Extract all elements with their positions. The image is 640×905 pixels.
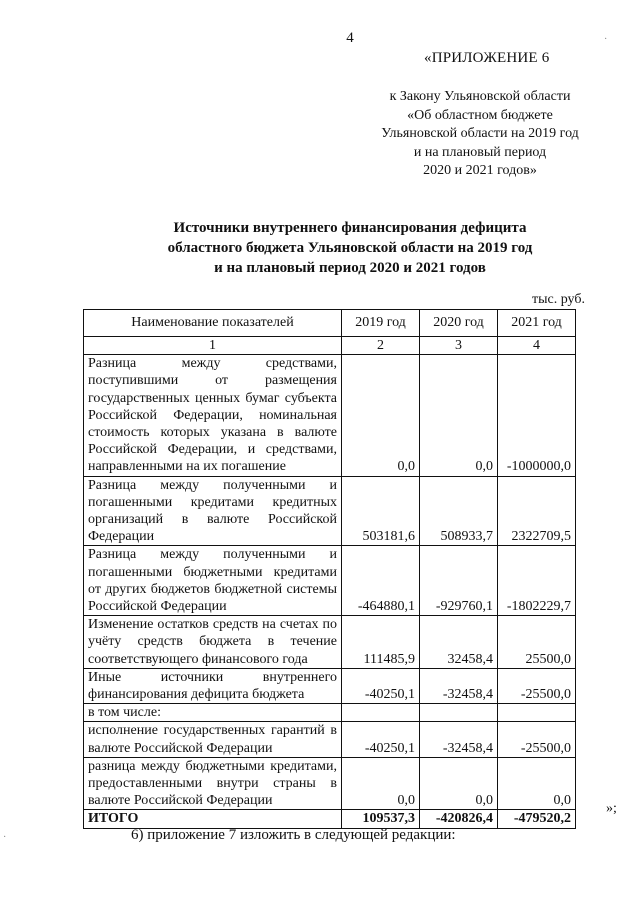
value-2021: 2322709,5 [498,476,576,546]
value-2020: 32458,4 [420,616,498,669]
appendix-ref-line: Ульяновской области на 2019 год [381,126,579,141]
header-indicator-name: Наименование показателей [84,310,342,337]
row-name: Разница между полученными и погашенными бюджетными кредитами от других бюджетов бюджетной системы Российской Федерации [84,546,342,616]
value-2020: -929760,1 [420,546,498,616]
scan-speck: · [3,832,7,843]
total-2020: -420826,4 [420,810,498,828]
column-number: 3 [420,337,498,355]
table-row [84,668,576,703]
value-2021: -25500,0 [498,722,576,757]
units-label: тыс. руб. [532,292,585,307]
value-2019: 111485,9 [342,616,420,669]
value-2020: 0,0 [420,757,498,810]
row-name: Разница между полученными и погашенными кредитами кредитных организаций в валюте Российской Федерации [84,476,342,546]
header-year-2021: 2021 год [498,310,576,337]
value-2021: -25500,0 [498,668,576,703]
value-2019: -464880,1 [342,546,420,616]
table-header-row [84,310,576,337]
table-row [84,476,576,546]
value-2020 [420,704,498,722]
appendix-reference [360,88,600,181]
value-2020: -32458,4 [420,668,498,703]
appendix-ref-line: и на плановый период [413,144,547,160]
value-2021: -1000000,0 [498,355,576,476]
financing-sources-table [83,309,576,829]
scan-speck: · [604,34,608,45]
value-2021: 25500,0 [498,616,576,669]
table-row [84,757,576,810]
table-row [84,704,576,722]
total-label: ИТОГО [84,810,342,828]
document-title-line: Источники внутреннего финансирования дефицита [173,220,527,236]
column-number: 1 [84,337,342,355]
document-title-line: областного бюджета Ульяновской области на 2019 год [167,240,533,256]
appendix-ref-line: «Об областном бюджете [407,107,553,123]
value-2019: -40250,1 [342,668,420,703]
total-2019: 109537,3 [342,810,420,828]
column-number-row [84,337,576,355]
row-name: в том числе: [84,704,342,722]
row-name: Иные источники внутреннего финансирования дефицита бюджета [84,668,342,703]
row-name: Изменение остатков средств на счетах по учёту средств бюджета в течение соответствующего финансового года [84,616,342,669]
document-title [70,218,630,278]
table-row [84,616,576,669]
value-2019 [342,704,420,722]
closing-quote-mark: »; [606,801,617,816]
header-year-2020: 2020 год [420,310,498,337]
table-row [84,355,576,476]
value-2019: 0,0 [342,757,420,810]
value-2020: 508933,7 [420,476,498,546]
value-2021: -1802229,7 [498,546,576,616]
document-title-line: и на плановый период 2020 и 2021 годов [214,260,486,276]
amendment-instruction: 6) приложение 7 изложить в следующей редакции: [131,827,456,843]
appendix-title: «ПРИЛОЖЕНИЕ 6 [424,50,550,66]
table-row [84,546,576,616]
value-2019: 0,0 [342,355,420,476]
total-row [84,810,576,828]
appendix-ref-line: к Закону Ульяновской области [389,89,571,104]
value-2020: 0,0 [420,355,498,476]
column-number: 2 [342,337,420,355]
value-2021: 0,0 [498,757,576,810]
row-name: разница между бюджетными кредитами, предоставленными внутри страны в валюте Российской Федерации [84,757,342,810]
table-row [84,722,576,757]
page-number: 4 [346,30,354,46]
total-2021: -479520,2 [498,810,576,828]
column-number: 4 [498,337,576,355]
header-year-2019: 2019 год [342,310,420,337]
value-2021 [498,704,576,722]
value-2020: -32458,4 [420,722,498,757]
appendix-ref-line: 2020 и 2021 годов» [423,163,537,178]
value-2019: -40250,1 [342,722,420,757]
row-name: исполнение государственных гарантий в валюте Российской Федерации [84,722,342,757]
value-2019: 503181,6 [342,476,420,546]
row-name: Разница между средствами, поступившими от размещения государственных ценных бумаг субъекта Российской Федерации, номинальная стоимость которых указана в валюте Российской Федерации, и средствами, направленными на их погашение [84,355,342,476]
